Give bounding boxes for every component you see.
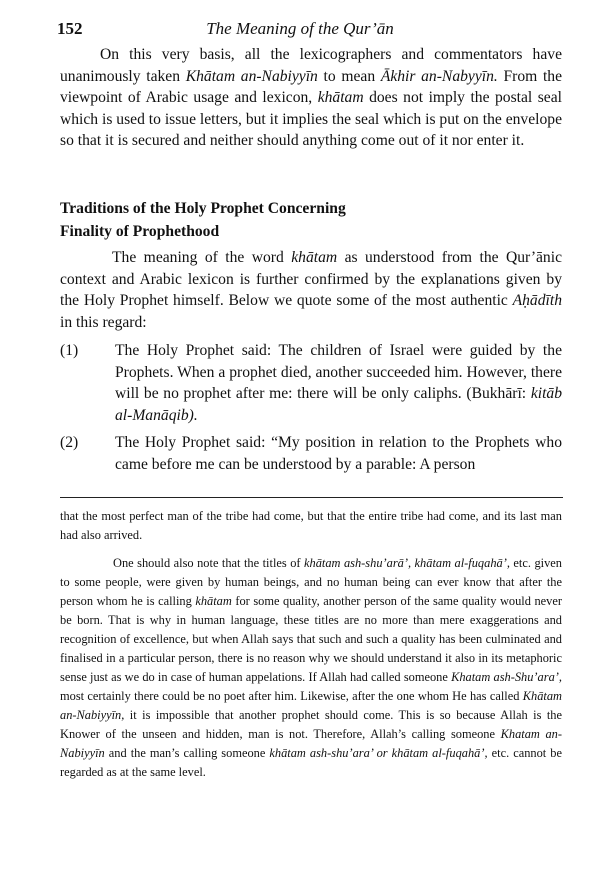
list-item <box>60 432 562 475</box>
footnote-continuation: that the most perfect man of the tribe had come, but that the entire tribe had come, and its last man had also arrived. <box>60 509 562 542</box>
list-item-text: The Holy Prophet said: The children of Israel were guided by the Prophets. When a prophet died, another succeeded him. However, there will be no prophet after me: there will be only caliphs. (Bukhārī: kitāb al-Manāqib). <box>115 342 562 424</box>
list-item-number: (1) <box>60 342 79 359</box>
list-item <box>60 340 562 426</box>
list-item-number: (2) <box>60 434 79 451</box>
footnote-divider <box>60 497 563 498</box>
page-number: 152 <box>57 19 83 38</box>
section-heading-line2: Finality of Prophethood <box>60 223 220 240</box>
footnote-paragraph: One should also note that the titles of khātam ash-shu’arā’, khātam al-fuqahā’, etc. given to some people, were given by human beings, and no human being can ever know that after the person whom he is calling khātam for some quality, another person of the same quality would never be born. That is why in human language, these titles are no more than mere exaggerations and recognition of excellence, but when Allah says that such and such a quality has been culminated and finalised in a particular person, there is no reason why we should understand it also in its metaphoric sense just as we do in case of human appelations. If Allah had called someone Khatam ash-Shu’ara’, most certainly there could be no poet after him. Likewise, after the one whom He has called Khātam an-Nabiyyīn, it is impossible that another prophet should come. This is so because Allah is the Knower of the unseen and hidden, man is not. Therefore, Allah’s calling someone Khatam an-Nabiyyīn and the man’s calling someone khātam ash-shu’ara’ or khātam al-fuqahā’, etc. cannot be regarded as at the same level. <box>60 556 562 779</box>
paragraph-explanations: The meaning of the word khātam as understood from the Qur’ānic context and Arabic lexicon is further confirmed by the explanations given by the Holy Prophet himself. Below we quote some of the most authentic Aḥādīth in this regard: <box>60 249 562 331</box>
section-heading-line1: Traditions of the Holy Prophet Concerning <box>60 200 346 217</box>
running-title: The Meaning of the Qur’ān <box>206 19 394 38</box>
paragraph-lexicon: On this very basis, all the lexicographers and commentators have unanimously taken Khātam an-Nabiyyīn to mean Ākhir an-Nabyyīn. From the viewpoint of Arabic usage and lexicon, khātam does not imply the postal seal which is used to issue letters, but it implies the seal which is put on the envelope so that it is secured and neither should anything come out of it nor enter it. <box>60 46 563 149</box>
list-item-text: The Holy Prophet said: “My position in relation to the Prophets who came before me can be understood by a parable: A person <box>115 434 562 473</box>
